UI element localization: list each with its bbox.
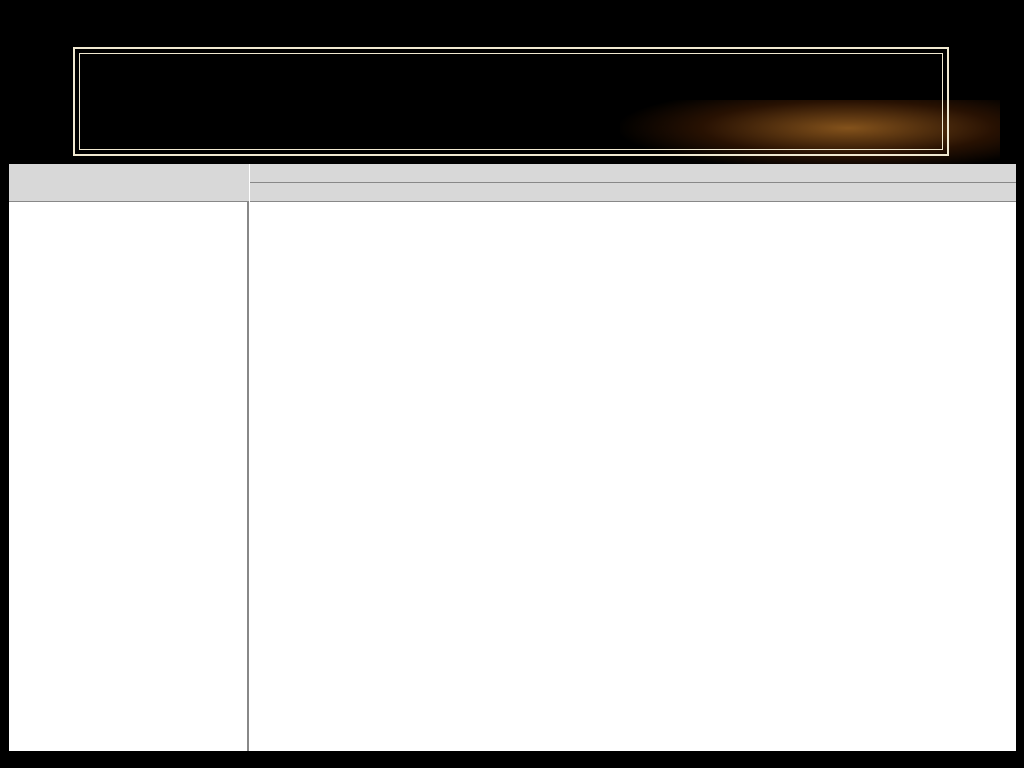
gantt-bars bbox=[250, 202, 1016, 751]
task-name-header[interactable] bbox=[9, 164, 249, 202]
gantt-chart bbox=[9, 164, 1016, 751]
task-list bbox=[9, 164, 249, 751]
title-frame bbox=[73, 47, 949, 156]
timescale-weeks bbox=[250, 164, 1016, 183]
timescale-days bbox=[250, 183, 1016, 202]
timeline-panel bbox=[250, 164, 1016, 751]
